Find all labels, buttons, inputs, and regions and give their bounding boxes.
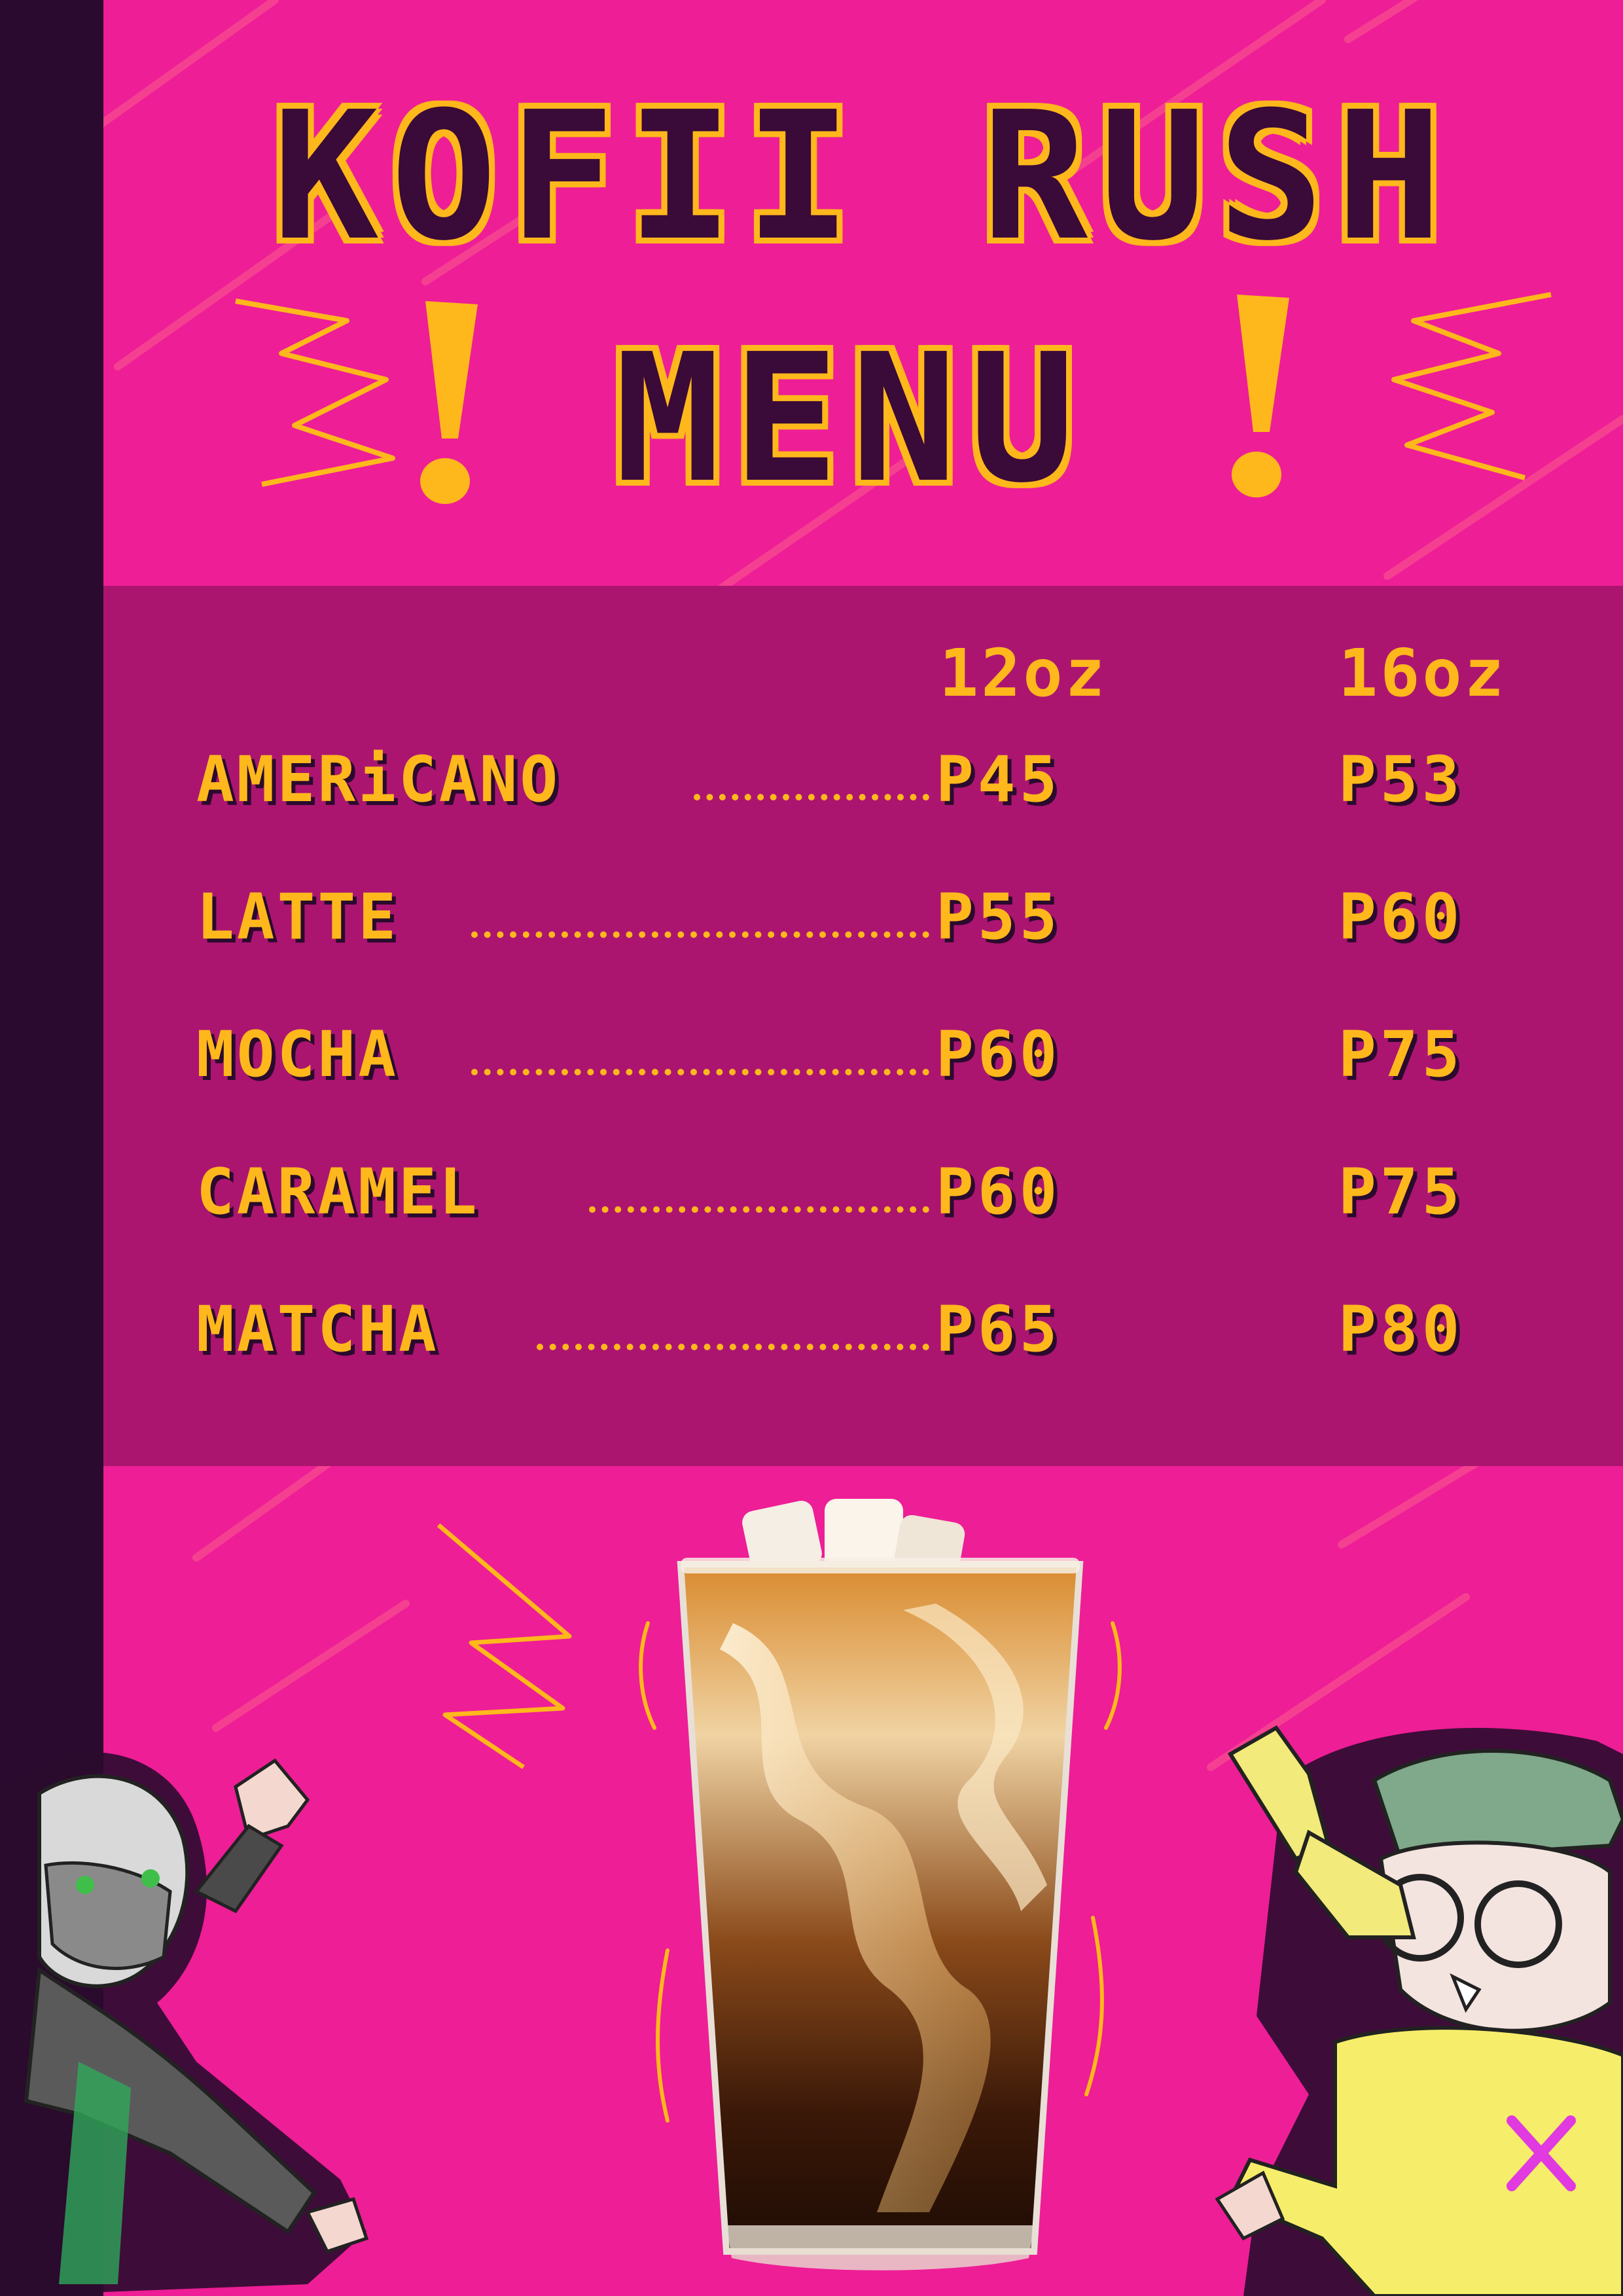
price-12oz: P65 xyxy=(936,1293,1061,1366)
price-12oz: P60 xyxy=(936,1018,1061,1091)
dot-leader xyxy=(471,926,929,938)
right-zigzag-decoration xyxy=(1355,281,1564,497)
menu-item-row xyxy=(196,1293,1518,1371)
menu-item-row xyxy=(196,1155,1518,1234)
dot-leader xyxy=(471,1064,929,1075)
price-12oz: P45 xyxy=(936,743,1061,816)
exclamation-icon xyxy=(1217,288,1302,504)
size-header-16oz: 16oz xyxy=(1338,635,1507,711)
iced-coffee-illustration xyxy=(628,1492,1126,2278)
item-name: MOCHA xyxy=(196,1018,399,1091)
price-16oz: P75 xyxy=(1338,1018,1464,1091)
price-16oz: P75 xyxy=(1338,1155,1464,1229)
dot-leader xyxy=(694,789,929,800)
size-header-12oz: 12oz xyxy=(939,635,1107,711)
drink-zigzag-decoration xyxy=(425,1512,596,1774)
dot-leader xyxy=(537,1338,929,1350)
item-name: CARAMEL xyxy=(196,1155,480,1229)
price-12oz: P60 xyxy=(936,1155,1061,1229)
masked-character-illustration xyxy=(0,1695,406,2296)
item-name: AMERiCANO xyxy=(196,743,561,816)
left-zigzag-decoration xyxy=(223,275,432,497)
menu-item-row xyxy=(196,880,1518,959)
glasses-character-illustration xyxy=(1204,1702,1623,2296)
exclamation-icon xyxy=(406,295,491,511)
menu-item-row xyxy=(196,1018,1518,1096)
menu-item-row xyxy=(196,743,1518,821)
price-12oz: P55 xyxy=(936,880,1061,954)
title-kofii-rush: KOFII RUSH xyxy=(272,73,1454,279)
item-name: MATCHA xyxy=(196,1293,439,1366)
title-menu: MENU xyxy=(614,315,1088,522)
price-16oz: P80 xyxy=(1338,1293,1464,1366)
price-16oz: P60 xyxy=(1338,880,1464,954)
price-16oz: P53 xyxy=(1338,743,1464,816)
item-name: LATTE xyxy=(196,880,399,954)
dot-leader xyxy=(589,1201,929,1213)
